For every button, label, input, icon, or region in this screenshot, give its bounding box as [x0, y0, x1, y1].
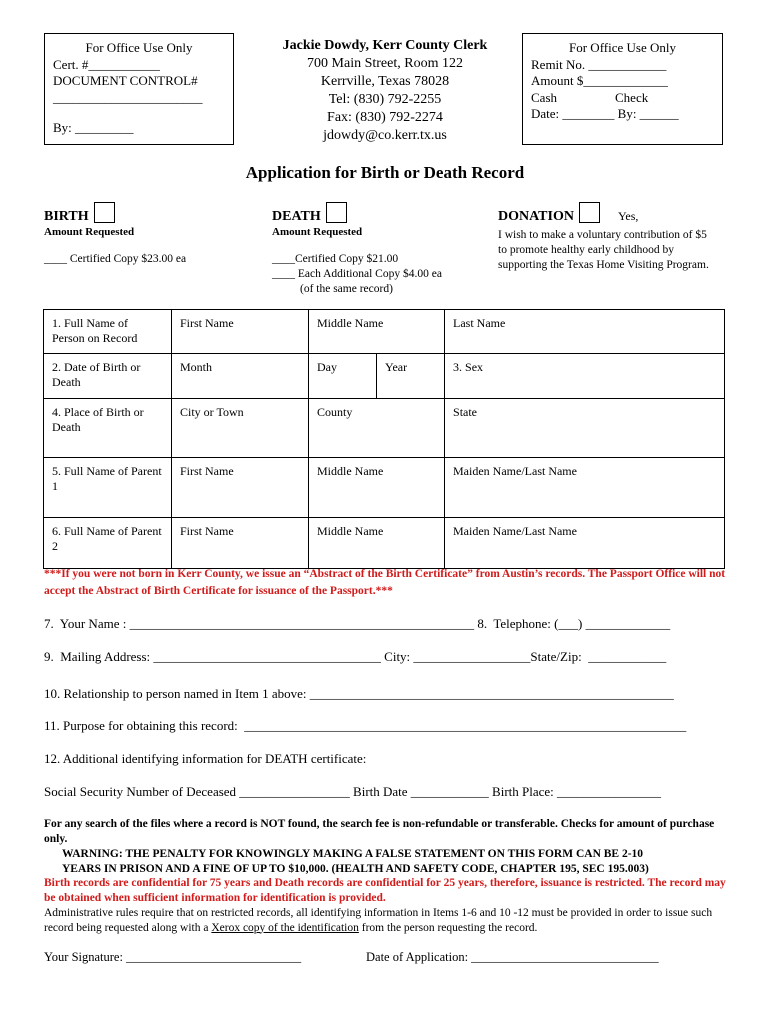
parent2-middle-name-cell[interactable]: Middle Name: [309, 518, 445, 569]
amount-field[interactable]: Amount $_____________: [531, 73, 668, 88]
document-control-field[interactable]: _______________________: [53, 89, 203, 105]
donation-yes: Yes,: [617, 209, 639, 223]
clerk-tel: Tel: (830) 792-2255: [328, 92, 442, 107]
clerk-name: Jackie Dowdy, Kerr County Clerk: [282, 38, 488, 53]
remit-number-field[interactable]: Remit No. ____________: [531, 56, 667, 72]
mailing-address-line[interactable]: 9. Mailing Address: ___________________________________ City: __________________State/Zip: ____________: [44, 649, 667, 664]
clerk-address: 700 Main Street, Room 122: [307, 56, 463, 71]
table-row: [44, 310, 725, 354]
parent1-label: 5. Full Name of Parent 1: [44, 458, 172, 518]
admin-rules-text-end: from the person requesting the record.: [358, 921, 538, 934]
donation-checkbox[interactable]: [579, 202, 600, 223]
clerk-email: jdowdy@co.kerr.tx.us: [323, 128, 447, 143]
parent2-maiden-name-cell[interactable]: Maiden Name/Last Name: [445, 518, 725, 569]
last-name-cell[interactable]: Last Name: [445, 310, 725, 354]
search-fee-note: For any search of the files where a record is NOT found, the search fee is non-refundable or transferable. Checks for amount of purchase only.: [44, 818, 715, 845]
donation-text: I wish to make a voluntary contribution of $5 to promote healthy early childhood by supporting the Texas Home Visiting Program.: [498, 229, 709, 271]
warning-line-2: YEARS IN PRISON AND A FINE OF UP TO $10,000. (HEALTH AND SAFETY CODE, CHAPTER 195, SEC 195.003): [62, 863, 649, 875]
death-checkbox[interactable]: [326, 202, 347, 223]
office-use-title: For Office Use Only: [569, 40, 676, 55]
month-cell[interactable]: Month: [172, 354, 309, 399]
confidential-note: Birth records are confidential for 75 years and Death records are confidential for 25 years, therefore, issuance is restricted. The record may be obtained when sufficient information for identification is provided.: [44, 877, 726, 904]
date-of-application-line[interactable]: Date of Application: ______________________________: [366, 950, 659, 964]
death-certified-copy[interactable]: ____Certified Copy $21.00: [272, 253, 399, 265]
death-additional-copy[interactable]: ____ Each Additional Copy $4.00 ea: [272, 268, 442, 280]
check-option[interactable]: Check: [615, 89, 649, 105]
table-row: [44, 458, 725, 518]
relationship-line[interactable]: 10. Relationship to person named in Item 1 above: ________________________________________________________: [44, 686, 674, 701]
parent1-maiden-name-cell[interactable]: Maiden Name/Last Name: [445, 458, 725, 518]
clerk-header: [244, 37, 526, 145]
abstract-note: ***If you were not born in Kerr County, we issue an “Abstract of the Birth Certificate” from Austin’s records. The Passport Office will not accept the Abstract of Birth Certificate for issuance of the Passport.***: [44, 568, 726, 597]
first-name-cell[interactable]: First Name: [172, 310, 309, 354]
parent2-label: 6. Full Name of Parent 2: [44, 518, 172, 569]
clerk-fax: Fax: (830) 792-2274: [327, 110, 443, 125]
parent1-first-name-cell[interactable]: First Name: [172, 458, 309, 518]
admin-rules-note: [44, 906, 732, 935]
donation-heading-label: DONATION: [498, 209, 574, 224]
ssn-line[interactable]: Social Security Number of Deceased _________________ Birth Date ____________ Birth Place: ________________: [44, 784, 662, 799]
office-use-left-box: [44, 33, 234, 145]
middle-name-cell[interactable]: Middle Name: [309, 310, 445, 354]
parent2-first-name-cell[interactable]: First Name: [172, 518, 309, 569]
table-row: [44, 354, 725, 399]
record-info-table: [43, 309, 725, 569]
birth-heading: [44, 202, 264, 225]
death-section: [272, 202, 492, 297]
parent1-middle-name-cell[interactable]: Middle Name: [309, 458, 445, 518]
birth-certified-copy[interactable]: ____ Certified Copy $23.00 ea: [44, 253, 187, 265]
office-use-right-box: [522, 33, 723, 145]
form-title: Application for Birth or Death Record: [245, 163, 525, 182]
county-cell[interactable]: County: [309, 399, 445, 458]
city-cell[interactable]: City or Town: [172, 399, 309, 458]
your-name-line[interactable]: 7. Your Name : _____________________________________________________ 8. Telephone: (___) _____________: [44, 616, 671, 631]
sex-cell[interactable]: 3. Sex: [445, 354, 725, 399]
death-amount-label: Amount Requested: [272, 226, 363, 238]
state-cell[interactable]: State: [445, 399, 725, 458]
by-field[interactable]: By: _________: [53, 120, 134, 135]
xerox-copy-link: Xerox copy of the identification: [211, 921, 359, 934]
cash-option[interactable]: Cash: [531, 89, 557, 105]
additional-info-heading: 12. Additional identifying information for DEATH certificate:: [44, 751, 367, 766]
warning-line-1: WARNING: THE PENALTY FOR KNOWINGLY MAKING A FALSE STATEMENT ON THIS FORM CAN BE 2-10: [62, 848, 644, 860]
year-cell[interactable]: Year: [377, 354, 445, 399]
table-row: [44, 399, 725, 458]
birth-amount-label: Amount Requested: [44, 226, 135, 238]
death-same-record-note: (of the same record): [300, 283, 393, 295]
donation-section: [498, 202, 728, 273]
document-control-label: DOCUMENT CONTROL#: [53, 73, 198, 88]
office-use-title: For Office Use Only: [85, 40, 193, 55]
full-name-label: 1. Full Name of Person on Record: [44, 310, 172, 354]
birth-checkbox[interactable]: [94, 202, 115, 223]
birth-section: [44, 202, 264, 267]
death-heading-label: DEATH: [272, 209, 321, 224]
clerk-city: Kerrville, Texas 78028: [320, 74, 450, 89]
purpose-line[interactable]: 11. Purpose for obtaining this record: ____________________________________________________________________: [44, 718, 687, 733]
death-heading: [272, 202, 492, 225]
admin-rules-text: Administrative rules require that on restricted records, all identifying information in Items 1-6 and 10 -12 must be provided in order to issue such record being requested along with a: [44, 907, 713, 934]
signature-line[interactable]: Your Signature: ____________________________: [44, 950, 302, 964]
place-label: 4. Place of Birth or Death: [44, 399, 172, 458]
table-row: [44, 518, 725, 569]
cert-number-field[interactable]: Cert. #___________: [53, 56, 160, 72]
date-label: 2. Date of Birth or Death: [44, 354, 172, 399]
cash-check-row: [531, 90, 722, 107]
birth-heading-label: BIRTH: [44, 209, 89, 224]
date-by-field[interactable]: Date: ________ By: ______: [531, 106, 679, 121]
day-cell[interactable]: Day: [309, 354, 377, 399]
donation-heading: [498, 202, 728, 225]
